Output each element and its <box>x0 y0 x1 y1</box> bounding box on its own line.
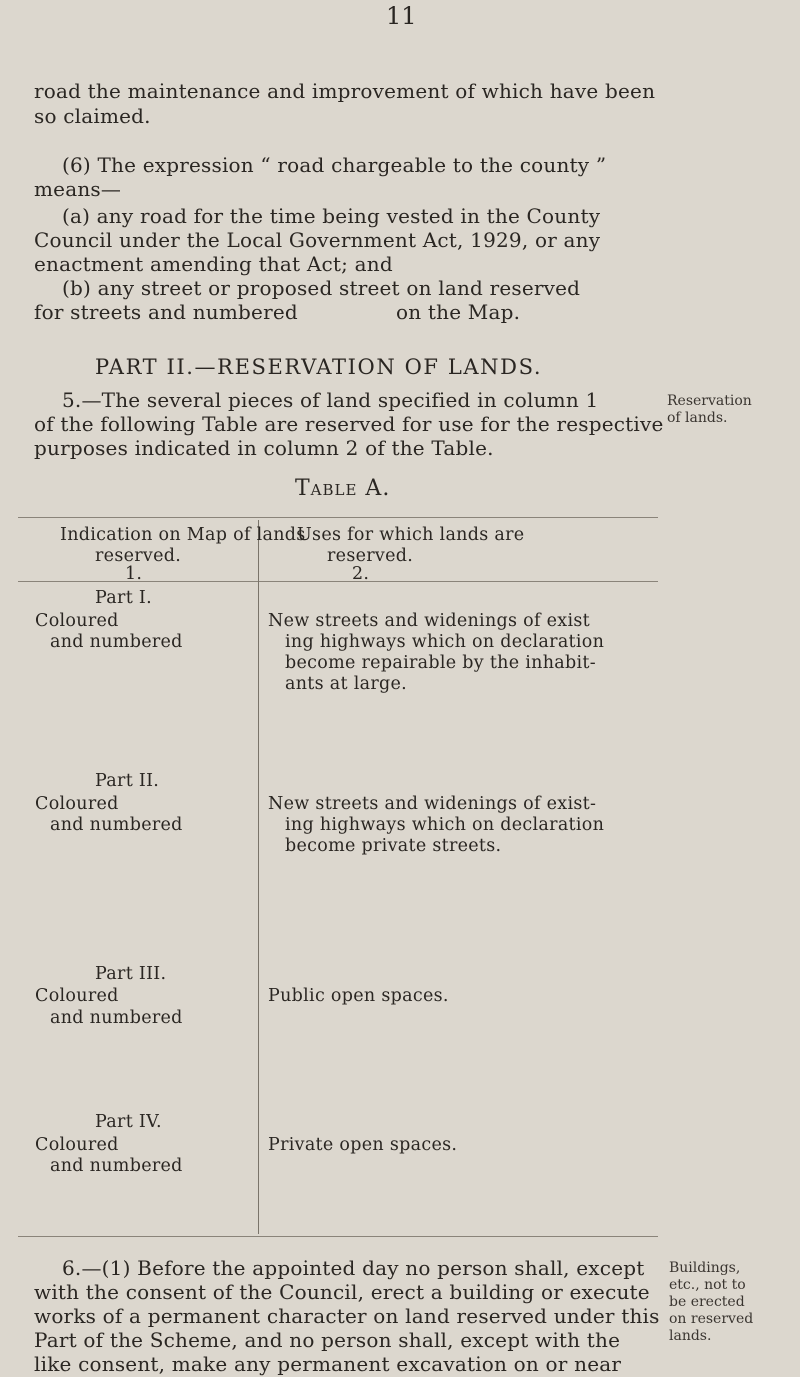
table-part-label: Part IV. <box>95 1112 162 1132</box>
margin-note-buildings-4: on reserved <box>669 1311 754 1327</box>
part-heading: PART II.—RESERVATION OF LANDS. <box>95 355 543 379</box>
page-number: 11 <box>386 2 417 30</box>
margin-note-buildings-5: lands. <box>669 1328 712 1344</box>
col1-header-line-2: reserved. <box>95 546 182 566</box>
definition-line-2: means— <box>34 177 122 201</box>
table-cell-col2: ing highways which on declaration <box>285 632 605 652</box>
section5-line-1: 5.—The several pieces of land specified in column 1 <box>62 388 599 412</box>
section5-line-2: of the following Table are reserved for use for the respective <box>34 412 664 436</box>
intro-line-1: road the maintenance and improvement of which have been <box>34 79 656 103</box>
table-cell-col2: become repairable by the inhabit- <box>285 653 596 673</box>
col2-number: 2. <box>352 564 370 584</box>
table-cell-col2: become private streets. <box>285 836 502 856</box>
margin-note-reservation-1: Reservation <box>667 393 752 409</box>
item-a-line-3: enactment amending that Act; and <box>34 252 393 276</box>
section6-line-5: like consent, make any permanent excavation on or near <box>34 1352 622 1376</box>
section6-line-2: with the consent of the Council, erect a building or execute <box>34 1280 650 1304</box>
col1-number: 1. <box>125 564 143 584</box>
item-a-line-1: (a) any road for the time being vested in the County <box>62 204 601 228</box>
table-cell-col1: Coloured <box>35 611 119 631</box>
table-cell-col2: New streets and widenings of exist <box>268 611 590 631</box>
col1-header-line-1: Indication on Map of lands <box>60 525 306 545</box>
table-part-label: Part III. <box>95 964 167 984</box>
col2-header-line-2: reserved. <box>327 546 414 566</box>
table-column-divider <box>258 520 259 1234</box>
section6-line-3: works of a permanent character on land reserved under this <box>34 1304 660 1328</box>
table-top-rule <box>18 517 658 518</box>
table-cell-col1: and numbered <box>50 632 183 652</box>
table-bottom-rule <box>18 1236 658 1237</box>
table-cell-col2: Public open spaces. <box>268 986 449 1006</box>
definition-line-1: (6) The expression “ road chargeable to the county ” <box>62 153 607 177</box>
table-title: Table A. <box>295 476 391 501</box>
table-part-label: Part I. <box>95 588 152 608</box>
table-cell-col2: ants at large. <box>285 674 408 694</box>
margin-note-buildings-2: etc., not to <box>669 1277 746 1293</box>
section5-line-3: purposes indicated in column 2 of the Table. <box>34 436 494 460</box>
table-cell-col2: New streets and widenings of exist- <box>268 794 597 814</box>
table-cell-col1: Coloured <box>35 794 119 814</box>
table-cell-col2: Private open spaces. <box>268 1135 458 1155</box>
margin-note-buildings-1: Buildings, <box>669 1260 741 1276</box>
intro-line-2: so claimed. <box>34 104 151 128</box>
section6-line-4: Part of the Scheme, and no person shall, except with the <box>34 1328 621 1352</box>
item-b-line-1: (b) any street or proposed street on land reserved <box>62 276 581 300</box>
margin-note-reservation-2: of lands. <box>667 410 728 426</box>
table-cell-col1: Coloured <box>35 986 119 1006</box>
table-cell-col2: ing highways which on declaration <box>285 815 605 835</box>
col2-header-line-1: Uses for which lands are <box>297 525 525 545</box>
table-header-rule <box>18 581 658 582</box>
table-cell-col1: and numbered <box>50 815 183 835</box>
item-a-line-2: Council under the Local Government Act, 1929, or any <box>34 228 601 252</box>
margin-note-buildings-3: be erected <box>669 1294 745 1310</box>
table-cell-col1: Coloured <box>35 1135 119 1155</box>
table-part-label: Part II. <box>95 771 160 791</box>
item-b-line-2: for streets and numbered <box>34 300 298 324</box>
item-b-line-2-tail: on the Map. <box>396 300 521 324</box>
section6-line-1: 6.—(1) Before the appointed day no person shall, except <box>62 1256 645 1280</box>
table-cell-col1: and numbered <box>50 1008 183 1028</box>
table-cell-col1: and numbered <box>50 1156 183 1176</box>
